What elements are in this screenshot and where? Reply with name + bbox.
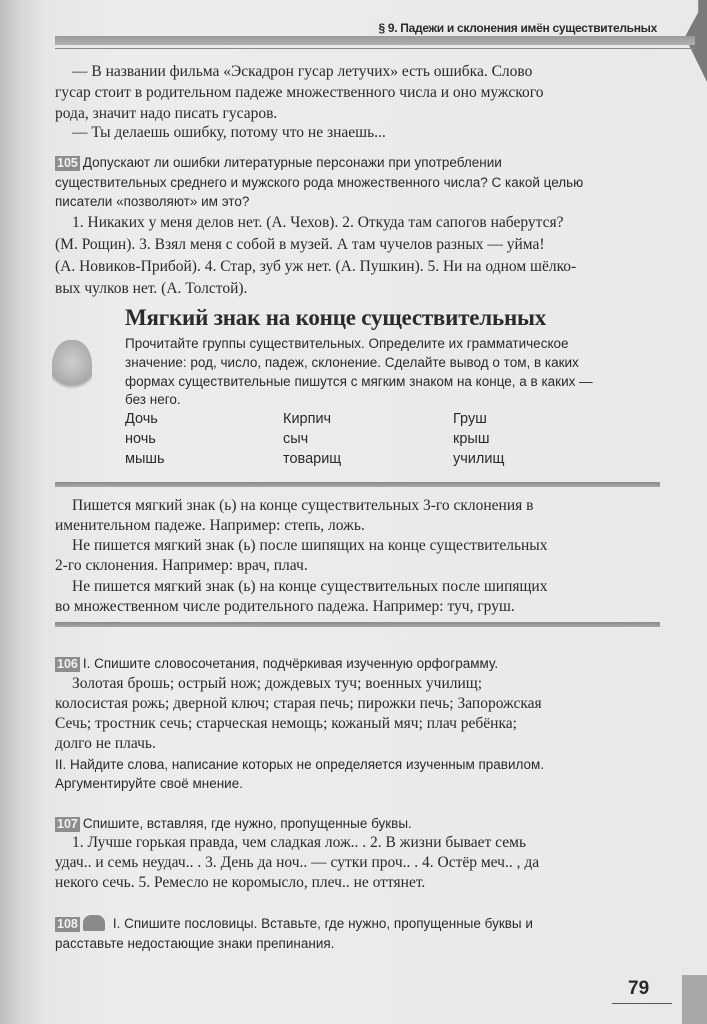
instruction-line: значение: род, число, падеж, склонение. Сделайте вывод о том, в каких (125, 355, 579, 370)
example-line: вых чулков нет. (А. Толстой). (55, 280, 248, 297)
example-line: (А. Новиков-Прибой). 4. Стар, зуб уж нет. (А. Пушкин). 5. Ни на одном шёлко- (55, 258, 577, 275)
instruction-line: Прочитайте группы существительных. Определите их грамматическое (125, 336, 569, 351)
header-bar (55, 36, 695, 45)
exercise-line: долго не плачь. (55, 735, 156, 752)
example-line: (М. Рощин). 3. Взял меня с собой в музей. А там чучелов разных — уйма! (55, 236, 545, 253)
example-line: 1. Никаких у меня делов нет. (А. Чехов). 2. Откуда там сапогов наберутся? (72, 214, 564, 231)
word: товарищ (283, 451, 342, 467)
section-title: § 9. Падежи и склонения имён существительных (372, 21, 657, 35)
instruction-line: без него. (125, 392, 181, 407)
task-line: Спишите, вставляя, где нужно, пропущенные буквы. (82, 816, 412, 831)
rule-line: во множественном числе родительного падежа. Например: туч, груш. (55, 598, 515, 615)
instruction-line: формах существительные пишутся с мягким знаком на конце, а в каких — (125, 374, 593, 389)
home-task-icon (83, 915, 105, 931)
exercise-number: 108 (57, 917, 78, 931)
exercise-line: Золотая брошь; острый нож; дождевых туч; военных училищ; (72, 675, 483, 692)
word: крыш (453, 431, 490, 447)
word: Кирпич (283, 411, 332, 427)
exercise-line: 1. Лучше горькая правда, чем сладкая лож.. . 2. В жизни бывает семь (72, 834, 527, 851)
task-line: писатели «позволяют» им это? (55, 194, 250, 209)
word: Груш (453, 411, 487, 427)
dialog-line: рода, значит надо писать гусаров. (55, 105, 278, 122)
exercise-108-task (55, 915, 533, 933)
exercise-line: удач.. и семь неудач.. . 3. День да ноч.. — сутки проч.. . 4. Остёр меч.. , да (55, 854, 540, 871)
dialog-line: гусар стоит в родительном падеже множественного числа и оно мужского (55, 84, 544, 101)
exercise-number: 105 (57, 156, 78, 170)
page-edge-tab (682, 975, 707, 1024)
task-line: Допускают ли ошибки литературные персонажи при употреблении (82, 155, 502, 170)
rules-bottom-bar (55, 622, 660, 627)
task-line: I. Спишите пословицы. Вставьте, где нужно, пропущенные буквы и (112, 916, 533, 931)
exercise-106-task (55, 655, 498, 673)
word: сыч (283, 431, 309, 447)
task-line: Аргументируйте своё мнение. (55, 776, 243, 791)
exercise-105-task (55, 154, 502, 172)
rule-line: Не пишется мягкий знак (ь) после шипящих на конце существительных (72, 537, 548, 554)
dialog-line: — В названии фильма «Эскадрон гусар летучих» есть ошибка. Слово (72, 63, 533, 80)
word: училищ (453, 451, 505, 467)
page-number: 79 (628, 978, 650, 999)
exercise-number: 106 (57, 657, 78, 671)
rules-top-bar (55, 482, 660, 487)
task-line: I. Спишите словосочетания, подчёркивая изученную орфограмму. (82, 656, 499, 671)
exercise-number: 107 (57, 817, 78, 831)
dialog-line: — Ты делаешь ошибку, потому что не знаешь... (72, 124, 386, 141)
rule-line: Пишется мягкий знак (ь) на конце существительных 3-го склонения в (72, 497, 534, 514)
rule-line: Не пишется мягкий знак (ь) на конце существительных после шипящих (72, 578, 548, 595)
rule-line: именительном падеже. Например: степь, ложь. (55, 517, 365, 534)
word: Дочь (125, 411, 158, 427)
task-line: существительных среднего и мужского рода множественного числа? С какой целью (55, 175, 584, 190)
word: ночь (125, 431, 156, 447)
exercise-line: колосистая рожь; дверной ключ; старая печь; пирожки печь; Запорожская (55, 695, 542, 712)
rule-line: 2-го склонения. Например: врач, плач. (55, 557, 308, 574)
task-line: расставьте недостающие знаки препинания. (55, 936, 335, 951)
exercise-line: Сечь; тростник сечь; старческая немощь; кожаный мяч; плач ребёнка; (55, 715, 517, 732)
page-number-rule (612, 1003, 672, 1004)
exercise-line: некого сечь. 5. Ремесло не коромысло, плеч.. не оттянет. (55, 874, 426, 891)
header-rule (55, 48, 695, 49)
topic-title: Мягкий знак на конце существительных (125, 305, 547, 330)
word: мышь (125, 451, 165, 467)
exercise-107-task (55, 815, 412, 833)
character-illustration (52, 340, 92, 395)
task-line: II. Найдите слова, написание которых не определяется изученным правилом. (55, 757, 545, 772)
